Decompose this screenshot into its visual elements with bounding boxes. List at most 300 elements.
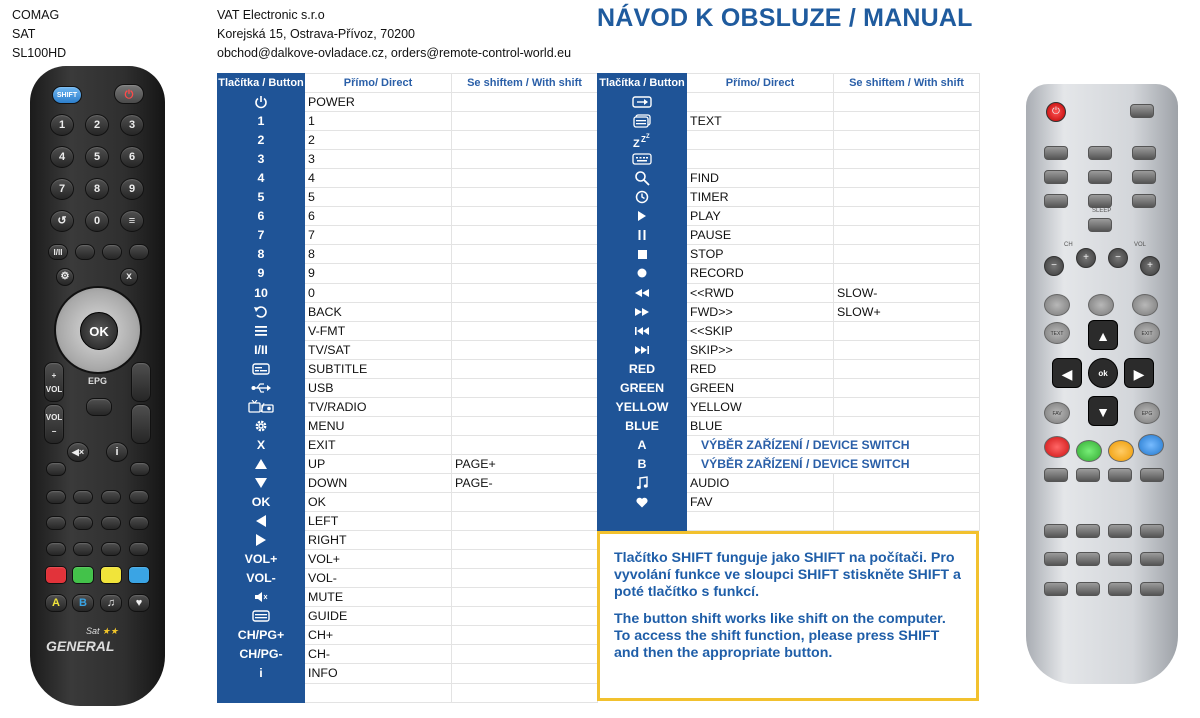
skip-forward-key [129, 542, 149, 556]
mute-key-right [1130, 104, 1154, 118]
company-name: VAT Electronic s.r.o [217, 8, 325, 22]
table-row [218, 283, 598, 302]
button-symbol-cell [598, 321, 687, 340]
menu-key: ⚙ [56, 268, 74, 286]
ch-minus-key-right: − [1044, 256, 1064, 276]
shift-function-cell [452, 169, 598, 188]
list-icon [218, 325, 304, 337]
button-symbol-cell [598, 93, 687, 112]
timer-key [129, 490, 149, 504]
table-row [218, 207, 598, 226]
button-symbol-cell: 4 [218, 169, 305, 188]
exit-key: x [120, 268, 138, 286]
yellow-key [100, 566, 122, 584]
type-text: SAT [12, 27, 36, 41]
button-symbol-cell: 3 [218, 150, 305, 169]
direct-function-cell: 8 [305, 245, 452, 264]
shift-function-cell [452, 607, 598, 626]
direct-function-cell [687, 512, 834, 531]
table-row [598, 416, 980, 435]
record-key-right [1140, 524, 1164, 538]
shift-function-cell [834, 245, 980, 264]
shift-function-cell [452, 226, 598, 245]
table-row [218, 226, 598, 245]
num-key-9 [1132, 194, 1156, 208]
epg-label: EPG [88, 376, 108, 386]
power-key-right: ⏻ [1046, 102, 1066, 122]
brand-logo [46, 626, 119, 654]
table-row [598, 226, 980, 245]
extra-key-3-right [1108, 582, 1132, 596]
button-symbol-cell: 8 [218, 245, 305, 264]
button-symbol-cell: 5 [218, 188, 305, 207]
num-key-5 [1088, 170, 1112, 184]
direct-function-cell: GUIDE [305, 607, 452, 626]
col-header-shift: Se shiftem / With shift [452, 74, 598, 93]
find-key [101, 490, 121, 504]
table-row [218, 169, 598, 188]
num-key-1 [1044, 146, 1068, 160]
key-5: 5 [85, 146, 109, 168]
shift-function-cell [452, 378, 598, 397]
shift-note-czech: Tlačítko SHIFT funguje jako SHIFT na počítači. Pro vyvolání funkce ve sloupci SHIFT stiskněte SHIFT a poté tlačítko s funkcí. [614, 550, 961, 600]
shift-function-cell [834, 207, 980, 226]
shift-function-cell [452, 245, 598, 264]
key-3: 3 [120, 114, 144, 136]
usb-key [102, 244, 122, 260]
button-symbol-cell [218, 321, 305, 340]
svg-text:Z: Z [633, 138, 640, 149]
red-key-right [1044, 436, 1070, 458]
shift-function-cell [834, 112, 980, 131]
direct-function-cell: EXIT [305, 435, 452, 454]
table-row [218, 664, 598, 683]
fav2-key-right [1140, 468, 1164, 482]
table-row [218, 512, 598, 531]
button-symbol-cell [218, 302, 305, 321]
button-symbol-cell [598, 169, 687, 188]
blue-key-right [1138, 434, 1164, 456]
button-symbol-cell: 1 [218, 112, 305, 131]
text-key [130, 462, 150, 476]
direct-function-cell: FAV [687, 493, 834, 512]
teletext-icon [598, 114, 686, 128]
button-symbol-cell [598, 283, 687, 302]
direct-function-cell: 3 [305, 150, 452, 169]
button-symbol-cell [598, 245, 687, 264]
extra-key-2-right [1076, 582, 1100, 596]
button-symbol-cell [598, 226, 687, 245]
company-info [217, 6, 571, 63]
shift-function-cell [452, 340, 598, 359]
button-symbol-cell: 6 [218, 207, 305, 226]
num-key-0 [1088, 218, 1112, 232]
fav-key-right: FAV [1044, 402, 1070, 424]
ch-plus-key-right: + [1076, 248, 1096, 268]
svg-text:Z: Z [641, 135, 646, 145]
direct-function-cell: 6 [305, 207, 452, 226]
play-icon [598, 211, 686, 221]
ch-minus-key [131, 404, 151, 444]
button-symbol-cell [218, 378, 305, 397]
direct-function-cell: PLAY [687, 207, 834, 226]
power-key: ⏻ [114, 84, 144, 104]
shift-function-cell [834, 340, 980, 359]
play-key [46, 516, 66, 530]
table-row [218, 683, 598, 702]
shift-function-cell [834, 321, 980, 340]
button-symbol-cell: CH/PG- [218, 645, 305, 664]
shift-function-cell [452, 683, 598, 702]
rwd-key [46, 542, 66, 556]
button-symbol-cell: VOL- [218, 569, 305, 588]
company-address: Korejská 15, Ostrava-Přívoz, 70200 [217, 27, 416, 41]
table-row [218, 531, 598, 550]
button-symbol-cell [598, 131, 687, 150]
button-symbol-cell [218, 93, 305, 112]
table-row [218, 454, 598, 473]
shift-note-box [597, 531, 979, 701]
button-table-right [597, 73, 980, 531]
table-row [218, 150, 598, 169]
table-row [598, 188, 980, 207]
info-key: i [106, 442, 128, 462]
direct-function-cell: UP [305, 454, 452, 473]
direct-function-cell: SKIP>> [687, 340, 834, 359]
button-symbol-cell [598, 207, 687, 226]
subtitle-icon [218, 363, 304, 375]
col-header-button: Tlačítka / Button [218, 74, 305, 93]
direct-function-cell: RED [687, 359, 834, 378]
table-row [218, 340, 598, 359]
direct-function-cell: FIND [687, 169, 834, 188]
button-symbol-cell: BLUE [598, 416, 687, 435]
info-key-right [1132, 294, 1158, 316]
direct-function-cell: <<RWD [687, 283, 834, 302]
button-symbol-cell: 7 [218, 226, 305, 245]
direct-function-cell: OK [305, 493, 452, 512]
sat-logo-text: Sat ★★ [86, 626, 119, 636]
shift-function-cell [452, 283, 598, 302]
mute-key: ◀× [67, 442, 89, 462]
direct-function-cell: 2 [305, 131, 452, 150]
music-note-icon [598, 476, 686, 490]
table-row [598, 493, 980, 512]
table-row [218, 569, 598, 588]
direct-function-cell: DOWN [305, 473, 452, 492]
button-symbol-cell [598, 512, 687, 531]
shift-function-cell [452, 131, 598, 150]
key-1: 1 [50, 114, 74, 136]
table-row [218, 588, 598, 607]
table-row [598, 283, 980, 302]
fast-forward-icon [598, 308, 686, 316]
skip-forward-key-right [1140, 552, 1164, 566]
num-key-8 [1088, 194, 1112, 208]
table-row [598, 321, 980, 340]
button-symbol-cell [218, 683, 305, 702]
button-symbol-cell: 2 [218, 131, 305, 150]
shift-function-cell [834, 493, 980, 512]
col-header-direct: Přímo/ Direct [305, 74, 452, 93]
table-row [218, 645, 598, 664]
right-arrow-right: ▶ [1124, 358, 1154, 388]
shift-function-cell [452, 664, 598, 683]
keyboard-key [73, 490, 93, 504]
b-key-right [1076, 468, 1100, 482]
left-remote-image [30, 66, 165, 706]
ch-plus-key [131, 362, 151, 402]
vol-minus-key: VOL − [44, 404, 64, 444]
stop-key [101, 516, 121, 530]
mute-icon [218, 591, 304, 603]
button-symbol-cell: i [218, 664, 305, 683]
usb-icon [218, 382, 304, 394]
rewind-icon [598, 289, 686, 297]
table-row [218, 264, 598, 283]
table-row [218, 397, 598, 416]
direct-function-cell: TEXT [687, 112, 834, 131]
num-key-4 [1044, 170, 1068, 184]
stop-key-right [1108, 524, 1132, 538]
direct-function-cell: STOP [687, 245, 834, 264]
direct-function-cell: MENU [305, 416, 452, 435]
guide-icon [218, 610, 304, 622]
col-header-button: Tlačítka / Button [598, 74, 687, 93]
company-email: obchod@dalkove-ovladace.cz, orders@remote-control-world.eu [217, 46, 572, 60]
play-key-right [1044, 524, 1068, 538]
epg-key-right: EPG [1134, 402, 1160, 424]
shift-function-cell [834, 226, 980, 245]
device-switch-cell: VÝBĚR ZAŘÍZENÍ / DEVICE SWITCH [687, 435, 980, 454]
input-key [46, 462, 66, 476]
shift-function-cell [834, 473, 980, 492]
shift-function-cell: PAGE+ [452, 454, 598, 473]
table-row [598, 112, 980, 131]
table-row [598, 512, 980, 531]
direct-function-cell: GREEN [687, 378, 834, 397]
shift-function-cell [834, 416, 980, 435]
button-symbol-cell [598, 493, 687, 512]
button-symbol-cell: YELLOW [598, 397, 687, 416]
sleep-icon [598, 132, 686, 148]
ok-key-right: ok [1088, 358, 1118, 388]
table-row [218, 131, 598, 150]
button-table-left [217, 73, 598, 703]
key-0: 0 [85, 210, 109, 232]
search-icon [598, 170, 686, 186]
menu-key-right [1044, 294, 1070, 316]
direct-function-cell: BACK [305, 302, 452, 321]
button-symbol-cell [218, 473, 305, 492]
table-row [218, 321, 598, 340]
table-row [598, 435, 980, 454]
direct-function-cell: V-FMT [305, 321, 452, 340]
num-key-7 [1044, 194, 1068, 208]
button-symbol-cell: RED [598, 359, 687, 378]
shift-function-cell [452, 645, 598, 664]
skip-back-key-right [1108, 552, 1132, 566]
button-symbol-cell [598, 302, 687, 321]
tv-radio-key [129, 244, 149, 260]
shift-function-cell [834, 150, 980, 169]
direct-function-cell: SUBTITLE [305, 359, 452, 378]
table-row [218, 112, 598, 131]
triangle-left-icon [218, 515, 304, 527]
list-key: ≡ [120, 210, 144, 232]
a-key-right [1044, 468, 1068, 482]
table-row [218, 378, 598, 397]
up-arrow-right: ▲ [1088, 320, 1118, 350]
general-logo-text: GENERAL [46, 638, 115, 654]
table-row [218, 550, 598, 569]
button-symbol-cell: GREEN [598, 378, 687, 397]
button-symbol-cell: 9 [218, 264, 305, 283]
page-title: NÁVOD K OBSLUZE / MANUAL [597, 4, 973, 32]
shift-function-cell [452, 512, 598, 531]
shift-function-cell [452, 626, 598, 645]
direct-function-cell [687, 131, 834, 150]
rwd-key-right [1044, 552, 1068, 566]
direct-function-cell [305, 683, 452, 702]
shift-function-cell [834, 512, 980, 531]
yellow-key-right [1108, 440, 1134, 462]
table-row [218, 493, 598, 512]
button-symbol-cell [218, 454, 305, 473]
shift-function-cell [452, 150, 598, 169]
direct-function-cell: FWD>> [687, 302, 834, 321]
direct-function-cell [687, 150, 834, 169]
shift-function-cell: SLOW- [834, 283, 980, 302]
shift-function-cell [452, 321, 598, 340]
direct-function-cell: MUTE [305, 588, 452, 607]
direct-function-cell: INFO [305, 664, 452, 683]
blue-key [128, 566, 150, 584]
vol-plus-key-right: + [1140, 256, 1160, 276]
direct-function-cell: CH- [305, 645, 452, 664]
guide-key-right [1088, 294, 1114, 316]
left-arrow-right: ◀ [1052, 358, 1082, 388]
clock-icon [598, 190, 686, 204]
device-switch-cell: VÝBĚR ZAŘÍZENÍ / DEVICE SWITCH [687, 454, 980, 473]
button-symbol-cell [218, 359, 305, 378]
table-row [598, 302, 980, 321]
back-icon [218, 305, 304, 319]
input-icon [598, 96, 686, 108]
table-row [598, 359, 980, 378]
red-key [45, 566, 67, 584]
shift-function-cell [452, 550, 598, 569]
button-symbol-cell [218, 531, 305, 550]
button-symbol-cell [598, 188, 687, 207]
button-symbol-cell: I/II [218, 340, 305, 359]
shift-function-cell [834, 93, 980, 112]
brand-text: COMAG [12, 8, 60, 22]
shift-function-cell: PAGE- [452, 473, 598, 492]
triangle-down-icon [218, 478, 304, 488]
button-symbol-cell [218, 512, 305, 531]
shift-function-cell [452, 493, 598, 512]
skip-back-key [101, 542, 121, 556]
direct-function-cell: TIMER [687, 188, 834, 207]
table-row [218, 473, 598, 492]
shift-function-cell: SLOW+ [834, 302, 980, 321]
shift-function-cell [452, 569, 598, 588]
button-symbol-cell: B [598, 454, 687, 473]
pause-icon [598, 230, 686, 240]
key-7: 7 [50, 178, 74, 200]
direct-function-cell: 1 [305, 112, 452, 131]
button-symbol-cell: VOL+ [218, 550, 305, 569]
shift-function-cell [834, 264, 980, 283]
button-symbol-cell [598, 340, 687, 359]
direct-function-cell: <<SKIP [687, 321, 834, 340]
shift-function-cell [834, 397, 980, 416]
ok-key: OK [80, 312, 118, 350]
button-symbol-cell: X [218, 435, 305, 454]
fwd-key-right [1076, 552, 1100, 566]
key-6: 6 [120, 146, 144, 168]
direct-function-cell: PAUSE [687, 226, 834, 245]
skip-back-icon [598, 327, 686, 335]
button-symbol-cell [598, 150, 687, 169]
exit-key-right: EXIT [1134, 322, 1160, 344]
guide-key [86, 398, 112, 416]
table-row [598, 397, 980, 416]
shift-function-cell [834, 169, 980, 188]
col-header-direct: Přímo/ Direct [687, 74, 834, 93]
table-row [598, 245, 980, 264]
down-arrow-right: ▼ [1088, 396, 1118, 426]
table-row [218, 607, 598, 626]
svg-text:Z: Z [646, 134, 650, 141]
green-key-right [1076, 440, 1102, 462]
model-info [12, 6, 66, 63]
shift-note-english: The button shift works like shift on the computer. To access the shift function, please press SHIFT and then the appropriate button. [614, 611, 946, 661]
shift-function-cell [834, 359, 980, 378]
direct-function-cell: TV/SAT [305, 340, 452, 359]
button-symbol-cell [218, 588, 305, 607]
model-text: SL100HD [12, 46, 67, 60]
extra-key-4-right [1140, 582, 1164, 596]
heart-icon [598, 497, 686, 508]
vol-minus-key-right: − [1108, 248, 1128, 268]
vol-plus-key: + VOL [44, 362, 64, 402]
button-symbol-cell [598, 264, 687, 283]
table-row [218, 245, 598, 264]
triangle-up-icon [218, 459, 304, 469]
b-key: B [72, 594, 94, 612]
triangle-right-icon [218, 534, 304, 546]
button-symbol-cell: A [598, 435, 687, 454]
shift-function-cell [452, 397, 598, 416]
direct-function-cell: 4 [305, 169, 452, 188]
direct-function-cell: LEFT [305, 512, 452, 531]
pause-key-right [1076, 524, 1100, 538]
record-key [129, 516, 149, 530]
direct-function-cell: RIGHT [305, 531, 452, 550]
direct-function-cell: VOL+ [305, 550, 452, 569]
keyboard-icon [598, 153, 686, 165]
table-row [218, 302, 598, 321]
direct-function-cell: AUDIO [687, 473, 834, 492]
table-row [598, 378, 980, 397]
table-row [598, 473, 980, 492]
table-row [598, 264, 980, 283]
num-key-6 [1132, 170, 1156, 184]
shift-function-cell [452, 112, 598, 131]
table-row [598, 150, 980, 169]
